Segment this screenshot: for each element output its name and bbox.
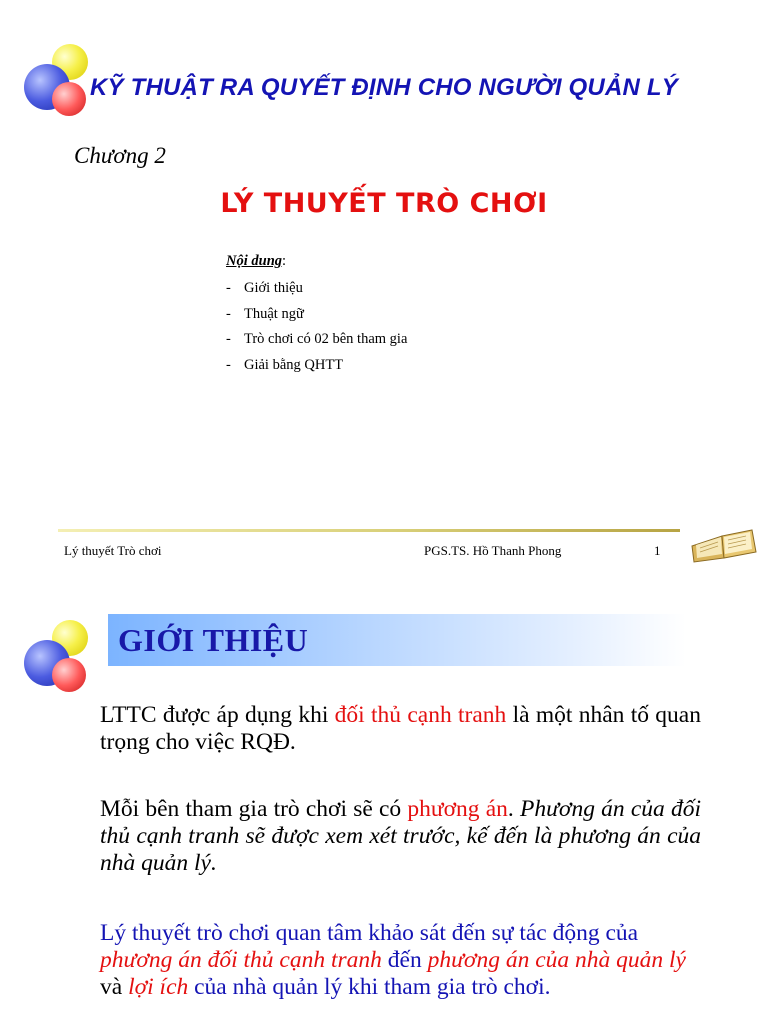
main-title: KỸ THUẬT RA QUYẾT ĐỊNH CHO NGƯỜI QUẢN LÝ bbox=[90, 74, 678, 101]
circles-logo-icon bbox=[24, 620, 94, 696]
contents-list bbox=[226, 276, 407, 378]
slide-title: LÝ THUYẾT TRÒ CHƠI bbox=[220, 188, 548, 219]
contents-item: - Giới thiệu bbox=[226, 280, 303, 296]
contents-block bbox=[226, 253, 407, 378]
circles-logo-icon bbox=[24, 44, 94, 120]
contents-item: - Giải bằng QHTT bbox=[226, 356, 344, 373]
paragraph-2: Mỗi bên tham gia trò chơi sẽ có phương án. Phương án của đối thủ cạnh tranh sẽ được xem xét trước, kế đến là phương án của nhà quản lý. bbox=[100, 796, 701, 876]
slide-2 bbox=[0, 580, 768, 1024]
section-title: GIỚI THIỆU bbox=[118, 622, 309, 658]
open-book-icon bbox=[688, 518, 758, 564]
contents-item: - Thuật ngữ bbox=[226, 305, 304, 322]
chapter-label: Chương 2 bbox=[74, 143, 166, 168]
footer-author: PGS.TS. Hồ Thanh Phong bbox=[424, 543, 562, 558]
footer-page-number: 1 bbox=[654, 543, 661, 558]
paragraph-3: Lý thuyết trò chơi quan tâm khảo sát đến sự tác động của phương án đối thủ cạnh tranh đến phương án của nhà quản lý và lợi ích của nhà quản lý khi tham gia trò chơi. bbox=[100, 920, 686, 1000]
footer-divider bbox=[58, 529, 680, 532]
contents-item: - Trò chơi có 02 bên tham gia bbox=[226, 331, 408, 347]
contents-heading: Nội dung bbox=[226, 253, 283, 269]
paragraph-1: LTTC được áp dụng khi đối thủ cạnh tranh là một nhân tố quan trọng cho việc RQĐ. bbox=[100, 702, 701, 755]
contents-colon: : bbox=[282, 253, 287, 269]
footer-course: Lý thuyết Trò chơi bbox=[64, 543, 162, 558]
